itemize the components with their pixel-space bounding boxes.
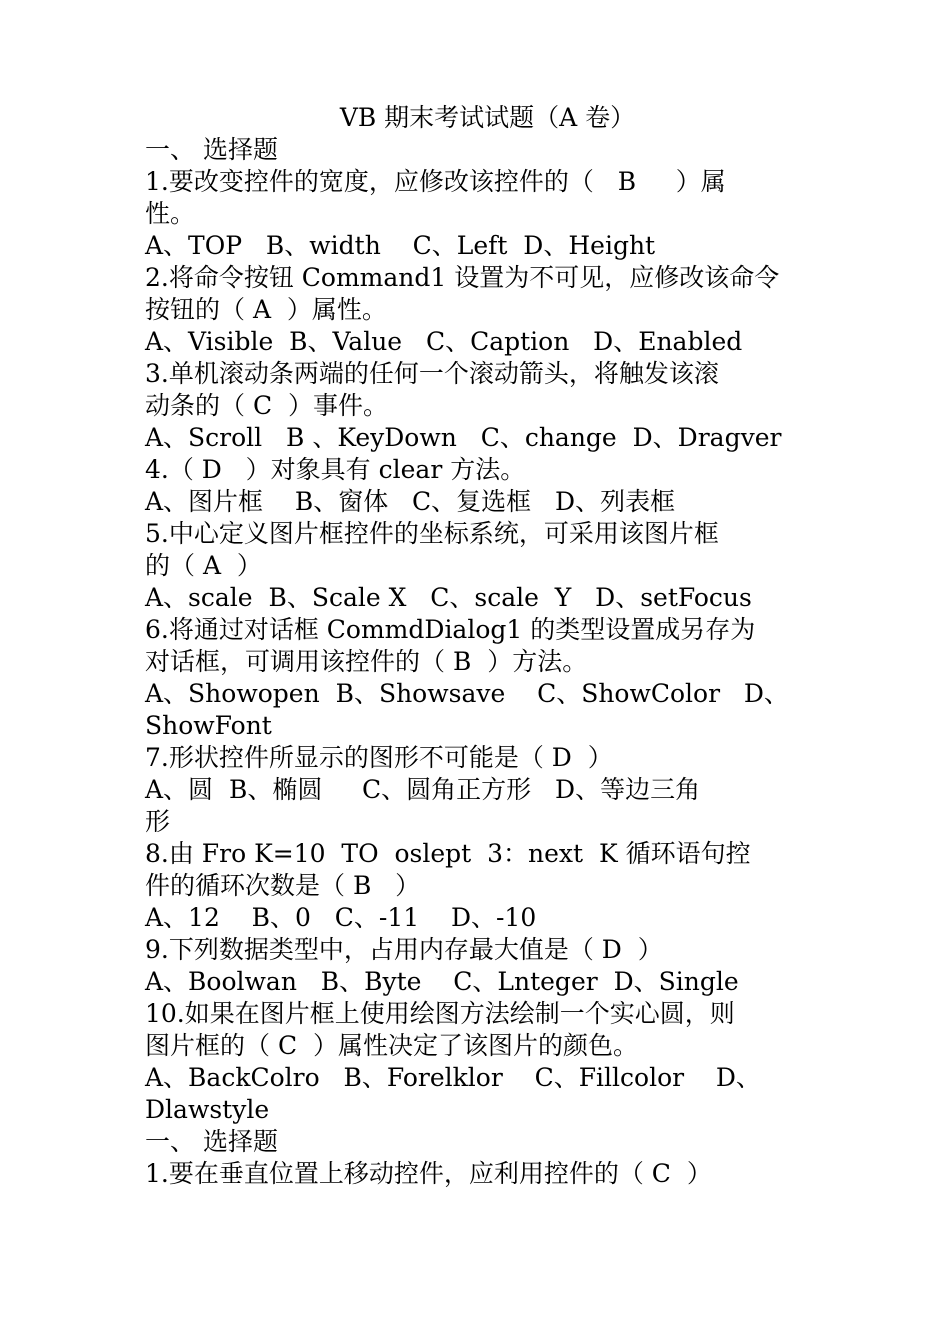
- section-2-question-1-text: 1.要在垂直位置上移动控件，应利用控件的（ C ）: [145, 1159, 712, 1188]
- question-5-text-cont: 的（ A ）: [145, 551, 262, 580]
- question-1-text: 1.要改变控件的宽度，应修改该控件的（ B ）属: [145, 167, 726, 196]
- question-9-text: 9.下列数据类型中，占用内存最大值是（ D ）: [145, 935, 663, 964]
- question-7-options-cont: 形: [145, 807, 171, 836]
- question-3-text: 3.单机滚动条两端的任何一个滚动箭头，将触发该滚: [145, 359, 719, 388]
- question-7-options: A、圆 B、椭圆 C、圆角正方形 D、等边三角: [145, 775, 701, 804]
- question-1-text-cont: 性。: [145, 199, 196, 228]
- document-title: VB 期末考试试题（A 卷）: [339, 103, 636, 132]
- document-page: [145, 102, 810, 1190]
- question-3-options: A、Scroll B 、KeyDown C、change D、Dragver: [145, 423, 782, 452]
- question-4-options: A、图片框 B、窗体 C、复选框 D、列表框: [145, 487, 676, 516]
- question-6-text: 6.将通过对话框 CommdDialog1 的类型设置成另存为: [145, 615, 756, 644]
- question-10-text-cont: 图片框的（ C ）属性决定了该图片的颜色。: [145, 1031, 638, 1060]
- question-6-text-cont: 对话框，可调用该控件的（ B ）方法。: [145, 647, 588, 676]
- question-8-text: 8.由 Fro K=10 TO oslept 3：next K 循环语句控: [145, 839, 751, 868]
- section-heading-2: 一、 选择题: [145, 1127, 278, 1156]
- question-3-text-cont: 动条的（ C ）事件。: [145, 391, 388, 420]
- question-9-options: A、Boolwan B、Byte C、Lnteger D、Single: [145, 967, 739, 996]
- question-7-text: 7.形状控件所显示的图形不可能是（ D ）: [145, 743, 613, 772]
- question-1-options: A、TOP B、width C、Left D、Height: [145, 231, 656, 260]
- question-2-options: A、Visible B、Value C、Caption D、Enabled: [145, 327, 743, 356]
- question-8-text-cont: 件的循环次数是（ B ）: [145, 871, 421, 900]
- section-heading: 一、 选择题: [145, 135, 278, 164]
- question-4-text: 4.（ D ）对象具有 clear 方法。: [145, 455, 526, 484]
- question-6-options-cont: ShowFont: [145, 711, 272, 740]
- document-body: [145, 134, 810, 1190]
- question-10-options: A、BackColro B、Forelklor C、Fillcolor D、: [145, 1063, 761, 1092]
- question-10-options-cont: Dlawstyle: [145, 1095, 270, 1124]
- question-8-options: A、12 B、0 C、-11 D、-10: [145, 903, 537, 932]
- question-6-options: A、Showopen B、Showsave C、ShowColor D、: [145, 679, 789, 708]
- question-10-text: 10.如果在图片框上使用绘图方法绘制一个实心圆，则: [145, 999, 735, 1028]
- question-5-options: A、scale B、Scale X C、scale Y D、setFocus: [145, 583, 752, 612]
- question-5-text: 5.中心定义图片框控件的坐标系统，可采用该图片框: [145, 519, 719, 548]
- question-2-text: 2.将命令按钮 Command1 设置为不可见，应修改该命令: [145, 263, 780, 292]
- question-2-text-cont: 按钮的（ A ）属性。: [145, 295, 387, 324]
